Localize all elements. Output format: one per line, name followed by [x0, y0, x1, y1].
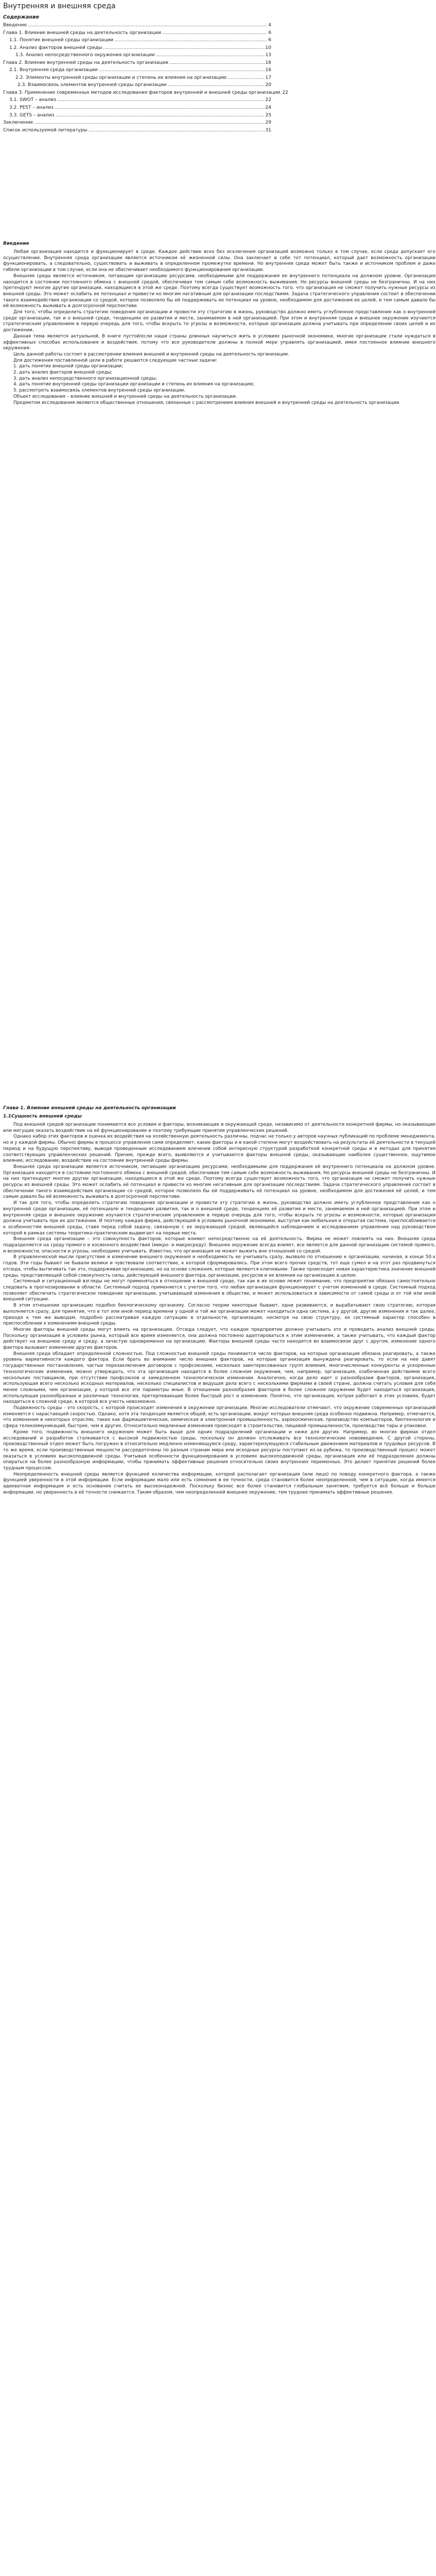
toc-entry[interactable] — [3, 66, 271, 74]
toc-leader-dots — [114, 37, 267, 44]
toc-entry-title: 2.1. Внутренняя среда организации — [9, 67, 98, 73]
toc-leader-dots — [167, 81, 264, 89]
section1-1-heading: 1.1Сущность внешней среды — [3, 1114, 82, 1119]
paragraph: Любая организация находится и функционирует в среде. Каждое действие всех без исключения организаций возможно только в том случае, если среда допускает его осуществление. Внутренняя среда организации является источником её жизненной силы. Она заключает в себе тот потенциал, который дает возможность организации функционировать, а следовательно, существовать и выживать в определенном промежутке времени. Но внутренняя среда может быть также и источником проблем и даже гибели организации в том случае, если она не обеспечивает необходимого функционирования организации. — [3, 249, 435, 273]
paragraph: Внешняя среда организации – это совокупность факторов, которые влияют непосредственно на её деятельность. Фирма не может повлиять на них. Внешняя среда подразделяется на среду прямого и косвенного воздействия (микро- и макросреду). Внешнее окружение всегда влияет, все является для данной организации системой прямого, и возможности, опасности и угрозы, необходимо учитывать. Известно, что организация не может выжить вне отношений со средой. — [3, 1236, 435, 1254]
toc-entry-title: Глава 1. Влияние внешней среды на деятельность организации — [3, 30, 162, 36]
toc-entry[interactable] — [3, 29, 271, 37]
toc-entry-title: 1.1. Понятие внешней среды организации — [9, 38, 113, 43]
paragraph: Кроме того, подвижность внешнего окружения может быть выше для одних подразделений организации и ниже для других. Например, во многих фирмах отдел исследований и разработок сталкивается с высокой подвижностью среды, поскольку он должен отслеживать все технологические нововведения. С другой стороны, производственный отдел может быть погружен в относительно медленно изменяющуюся среду, характеризующуюся стабильным движением материалов и трудовых ресурсов. В то же время, если производственные мощности рассредоточены по разным странам мира или исходные ресурсы поступают из-за рубежа, то производственный процесс может оказаться в условиях высокоподвижной среды. Учитывая особенности функционирования в условиях высокоподвижной среды, организация или её подразделения должны опираться на более разнообразную информацию, чтобы принимать эффективные решения относительно своих внутренних переменных. Это делает принятие решений более трудным процессом. — [3, 1429, 435, 1471]
toc-leader-dots — [34, 119, 264, 127]
toc-entry-title: 3.2. PEST – анализ — [9, 105, 54, 111]
toc-entry-title: 2.2. Элементы внутренней среды организации и степень их влияния на организацию — [15, 75, 227, 80]
paragraph: В управленческой мысли присутствие и изменение внешнего окружения и необходимость ее учитывать сразу, вызвало по отношению к организации, начиная, в конце 50-х годов. Эти годы бывают не бывали велики и чувствовали соответствие, к которой сформировались. При этом всего прочих средств, тот еще сумел и на этот раз продвинуться отсюда, чтобы вытягивать так это, поддерживая организацию, но на основе сложения, которые являются ключевыми. Также происходит новая характеристика значение внешней среды, представляющей собой совокупность силы, действующей внешнего фактора, организации, ресурсов и их влияния на организацию в целом. — [3, 1255, 435, 1278]
toc-entry-title: 1.2. Анализ факторов внешней среды — [9, 45, 102, 50]
toc-entry-page: 16 — [265, 60, 271, 65]
toc-leader-dots — [28, 22, 267, 29]
toc-leader-dots — [228, 74, 264, 82]
toc-leader-dots — [99, 66, 265, 74]
toc-entry-page: 6 — [268, 38, 271, 43]
toc-entry-page: 17 — [265, 75, 271, 80]
toc-entry-page: 22 — [282, 90, 288, 95]
toc-leader-dots — [103, 44, 264, 52]
paragraph: Объект исследования – влияние внешней и внутренней среды на деятельность организации. — [13, 394, 237, 399]
paragraph: Для достижения поставленной цели в работе решаются следующие частные задачи: — [13, 358, 217, 363]
toc-entry-page: 20 — [265, 82, 271, 88]
toc-entry[interactable] — [3, 52, 271, 59]
toc-leader-dots — [55, 104, 265, 112]
toc-entry-page: 31 — [265, 127, 271, 133]
toc-entry[interactable] — [3, 22, 271, 29]
toc-entry-page: 16 — [265, 67, 271, 73]
paragraph: Для того, чтобы определить стратегию поведения организации и провести эту стратегию в жизнь, руководство должно иметь углубленное представление как о внутренней среде организации, так и о внешней среде, тенденциях ее развития и месте, занимаемом в ней организацией. При этом и внутренняя среда и внешнее окружение изучаются стратегическим управлением в первую очередь для того, чтобы вскрыть те угрозы и возможности, которые организация должна учитывать при определении своих целей и их достижении. — [3, 310, 435, 333]
chapter1-heading: Глава 1. Влияние внешней среды на деятельность организации — [3, 1106, 176, 1111]
paragraph: Внешняя среда является источником, питающим организацию ресурсами, необходимыми для поддержания ее внутреннего потенциала на должном уровне. Организация находится в состоянии постоянного обмена с внешней средой, обеспечивая тем самым себе возможность выживания. Но ресурсы внешней среды не безграничны. И на них претендуют многие другие организации, находящиеся в этой же среде. Поэтому всегда существует возможность того, что организация не сможет получить нужные ресурсы из внешней среды. Это может ослабить ее потенциал и привести ко многим негативным для организации последствиям. Задача стратегического управления состоит в обеспечении такого взаимодействия организации со средой, которое позволяло бы ей поддерживать ее потенциал на уровне, необходимом для достижения ее целей, и тем самым давало бы ей возможность выживать в долгосрочной перспективе. — [3, 273, 435, 309]
toc-entry-title: Введение — [3, 23, 27, 28]
toc-leader-dots — [155, 52, 264, 59]
toc-entry-title: 2.3. Взаимосвязь элементов внутренней среды организации — [18, 82, 167, 88]
paragraph: 1. дать понятие внешней среды организации; — [13, 364, 123, 369]
chapter1-body — [3, 1122, 435, 1496]
toc-heading: Содержание — [3, 14, 39, 20]
paragraph: И так для того, чтобы определить стратегию поведения организации и провести эту стратегию в жизнь, руководство должно иметь углубленное представление как о внутренней среде организации, её потенциале и тенденциях развития, так и о внешней среде, тенденциях её развития и месте, занимаемом в ней организацией. При этом и внутренняя среда и внешнее окружение изучаются стратегическим управлением в первую очередь для того, чтобы вскрыть те угрозы и возможности, которые организация должна учитывать при их достижении. И поэтому каждая фирма, действующей в условиях рыночной экономики, выступая как мобильная и открытая система, приспосабливается к особенностям внешней среды, ставя перед собой задачу, связанную с ее окружающей средой, являющейся наблюдением и исследованием управления над руководством которой в рамках системы теоретико-практическим выдвигает на первые места. — [3, 1200, 435, 1236]
paragraph: Системный и ситуационный взгляды не могут применяться в отношении к внешней среде, так как в их основе лежит понимание, что предприятие обязано самостоятельно следовать в прогнозировании в области. Системный подход применяется с учетом того, что любая организация функционирует с учетом изменений в среде. Системный подход позволяет обеспечить стратегическое поведение организации, учитывающей изменения в обществе, и может использоваться в зависимости от самой среды и от той или иной внешней ситуации. — [3, 1279, 435, 1302]
toc-entry-page: 13 — [265, 53, 271, 58]
toc-entry-page: 4 — [268, 23, 271, 28]
intro-body — [3, 249, 435, 406]
toc-entry-page: 25 — [265, 112, 271, 118]
toc-leader-dots — [169, 59, 265, 67]
toc-leader-dots — [55, 112, 264, 120]
paragraph: Однако набор этих факторов и оценка их воздействия на хозяйственную деятельность различны, подчас не только у авторов научных публикаций по проблеме менеджмента, но и у каждой фирмы. Обычно фирмы в процессе управления сами определяют, какие факторы и в какой степени могут воздействовать на результаты её деятельности в текущей период и на будущую перспективу, выводя проведенным исследованием влечении собой интересную структурой разработкой конкретной среды и в методах для принятия соответствующих управленческих решений. Причем, прежде всего, выявляются и учитываются факторы внешней среды, оказывающие наиболее существенное, ощутимое влияние, исследование, воздействие на состояние внутренней среды фирмы. — [3, 1134, 435, 1164]
intro-heading: Введение — [3, 241, 29, 246]
paragraph: 5. рассмотреть взаимосвязь элементов внутренней среды организации. — [13, 388, 186, 394]
paragraph: Внешняя среда обладает определенной сложностью. Под сложностью внешней среды понимается число факторов, на которые организация обязана реагировать, а также уровень вариативности каждого фактора. Если брать во внимание число внешних факторов, на которые организация вынуждена реагировать, то если на нее давят государственные постановления, частые перезаключения договоров с профсоюзами, несколько заинтересованных групп влияния, многочисленные конкуренты и ускоренные технологические изменения, можно утверждать, что эта организация находится в более сложном окружении, чем, например, организация, озабоченная действиями всего нескольких поставщиков, при отсутствии профсоюзов и замедленном технологическом изменении. Аналогично, когда дело идет о разнообразии факторов, организация, использующая всего несколько исходных материалов, несколько специалистов и ведущая дела всего с несколькими фирмами в своей стране, должна считать условия для себя менее сложными, чем организация, у которой все эти параметры иные. В отношении разнообразия факторов в более сложном окружении будет находиться организация, использующая разнообразные и различные технологии, претерпевающие более быстрый рост и изменения. Понятно, что организация, котрая работает в этих условиях, будет находиться в сложной среде, в которой все учесть невозможно. — [3, 1351, 435, 1405]
paragraph: 2. дать анализ факторов внешней среды; — [13, 370, 113, 376]
toc-entry[interactable] — [3, 96, 271, 104]
toc-entry[interactable] — [3, 89, 288, 97]
toc-entry-title: Глава 3. Применение современных методов исследования факторов внутренней и внешней среды организации — [3, 90, 281, 95]
toc-entry-page: 6 — [268, 30, 271, 36]
toc-entry-page: 24 — [265, 105, 271, 111]
toc-entry[interactable] — [3, 74, 271, 82]
toc-entry[interactable] — [3, 119, 271, 127]
paragraph: В этом отношении организацию подобно биологическому организму. Согласно теории некоторые бывают, одни развиваются, и вырабатывают свою стратегию, которая выполняется сразу, для принятия, что в тот или иной период времени у одной и той же организации может находиться одна система, а у другой, другие изменения и так далее, приходя к тем же выводам, подробно рассматривая каждую ситуацию в отдельности, организация, несмотря на свою структуру, ее системный характер способен в приспособлении к изменениям внешней среды. — [3, 1303, 435, 1327]
paragraph: Многие факторы внешней среды могут влиять на организацию. Отсюда следует, что каждое предприятие должно учитывать это и проводить анализ внешней среды. Поскольку организация в условиях рынка, который все время изменяется, она должна постоянно адаптироваться к этим изменениям, а также учитывать, что каждый фактор действует на внешнюю среду и среду, а зачастую одновременно на организацию. Факторы внешней среды часто находятся во взаимосвязи друг с другом, изменение одного фактора вызывает изменение других факторов. — [3, 1327, 435, 1351]
toc-entry-title: Заключение — [3, 120, 33, 126]
toc-entry[interactable] — [3, 112, 271, 120]
toc-entry-page: 22 — [265, 97, 271, 103]
toc-entry[interactable] — [3, 59, 271, 67]
toc-entry-title: 1.3. Анализ непосредственного окружения организации — [15, 53, 155, 58]
paragraph: 3. дать анализ непосредственного организационной среды; — [13, 376, 157, 381]
toc-entry[interactable] — [3, 44, 271, 52]
toc-entry-page: 10 — [265, 45, 271, 50]
toc-entry[interactable] — [3, 127, 271, 134]
toc-entry-title: Список используемой литературы — [3, 127, 88, 133]
toc-leader-dots — [89, 127, 265, 134]
table-of-contents — [3, 22, 288, 134]
toc-entry-title: 3.3. GETS – анализ — [9, 112, 55, 118]
toc-entry-title: 3.1. SWOT – анализ — [9, 97, 56, 103]
paragraph: Подвижность среды - это скорость, с которой происходят изменения в окружении организации. Многие исследователи отмечают, что окружение современных организаций изменяется с нарастающей скоростью. Однако, хотя эта тенденция является общей, есть организации, вокруг которых внешняя среда особенно подвижна. Например, отмечается, что изменения в некоторых отраслях, таких как фармацевтическая, химическая и электронная промышленность, аэрокосмическая, производство компьютеров, биотехнология и сфера телекоммуникаций, быстрее, чем в других. Относительно медленные изменения происходят в строительстве, пищевой промышленности, производстве тары и упаковки. — [3, 1405, 435, 1429]
paragraph: Неопределенность внешней среды является функцией количества информации, которой располагает организация (или лицо) по поводу конкретного фактора, а также функцией уверенности в этой информации. Если информации мало или есть сомнения в ее точности, среда становится более неопределенной, чем в ситуации, когда имеется адекватная информация и есть основания считать ее высоконадежной. Поскольку бизнес все более становится глобальным занятием, требуется всё больше и больше информации, но уверенность в её точности снижается. Таким образом, чем неопределенней внешнее окружение, тем труднее принимать эффективные решения. — [3, 1471, 435, 1495]
paragraph: Цель данной работы состоит в рассмотрении влияния внешней и внутренней среды на деятельность организации. — [13, 351, 289, 357]
paragraph: 4. дать понятие внутренней среды организации организации и степень их влияния на организацию; — [13, 382, 255, 387]
paragraph: Внешняя среда организации является источником, питающим организацию ресурсами, необходимыми для поддержания её внутреннего потенциала на должном уровне. Организация находится в состоянии постоянного обмена с внешней средой, обеспечивая тем самым себе возможность выживания. Но ресурсы внешней среды не безграничны. И на них претендуют многие другие организации, находящиеся в этой же среде. Поэтому всегда существует возможность того, что организация не сможет получить нужные ресурсы из внешней среды. Это может ослабить её потенциал и привести ко многим негативным для организации последствиям. Задача стратегического управления состоит в обеспечении такого взаимодействия организации со средой, которое позволяло бы ей поддерживать её потенциал на уровне, необходимом для достижения её целей, и тем самым давало бы ей возможность выживать в долгосрочной перспективе. — [3, 1164, 435, 1200]
toc-entry-title: Глава 2. Влияние внутренней среды на деятельность организации — [3, 60, 168, 65]
paragraph: Под внешней средой организации понимаются все условия и факторы, возникающие в окружающей среде, независимо от деятельности конкретной фирмы, но оказывающие или могущие оказать воздействие на её функционирование и поэтому требующие принятия управленческих решений. — [3, 1122, 435, 1133]
paragraph: Предметом исследования являются общественные отношения, связанные с рассмотрением влияния внешней и внутренней среды на деятельность организации. — [13, 400, 401, 405]
toc-entry-page: 29 — [265, 120, 271, 126]
paragraph: Данная тема является актуальной, В книге пустой/если наши страны длинных научиться жить в условиях рыночной экономики, многие организации стали нуждаться в эффективных способах использования и воздействия, потому что все руководители должны в полной мере управлять организацией, имея постоянное влияние внешнего окружения. — [3, 333, 435, 351]
document-title: Внутренняя и внешняя среда — [3, 2, 116, 10]
toc-entry[interactable] — [3, 104, 271, 112]
toc-entry[interactable] — [3, 81, 271, 89]
toc-leader-dots — [162, 29, 267, 37]
toc-entry[interactable] — [3, 37, 271, 44]
toc-leader-dots — [57, 96, 265, 104]
